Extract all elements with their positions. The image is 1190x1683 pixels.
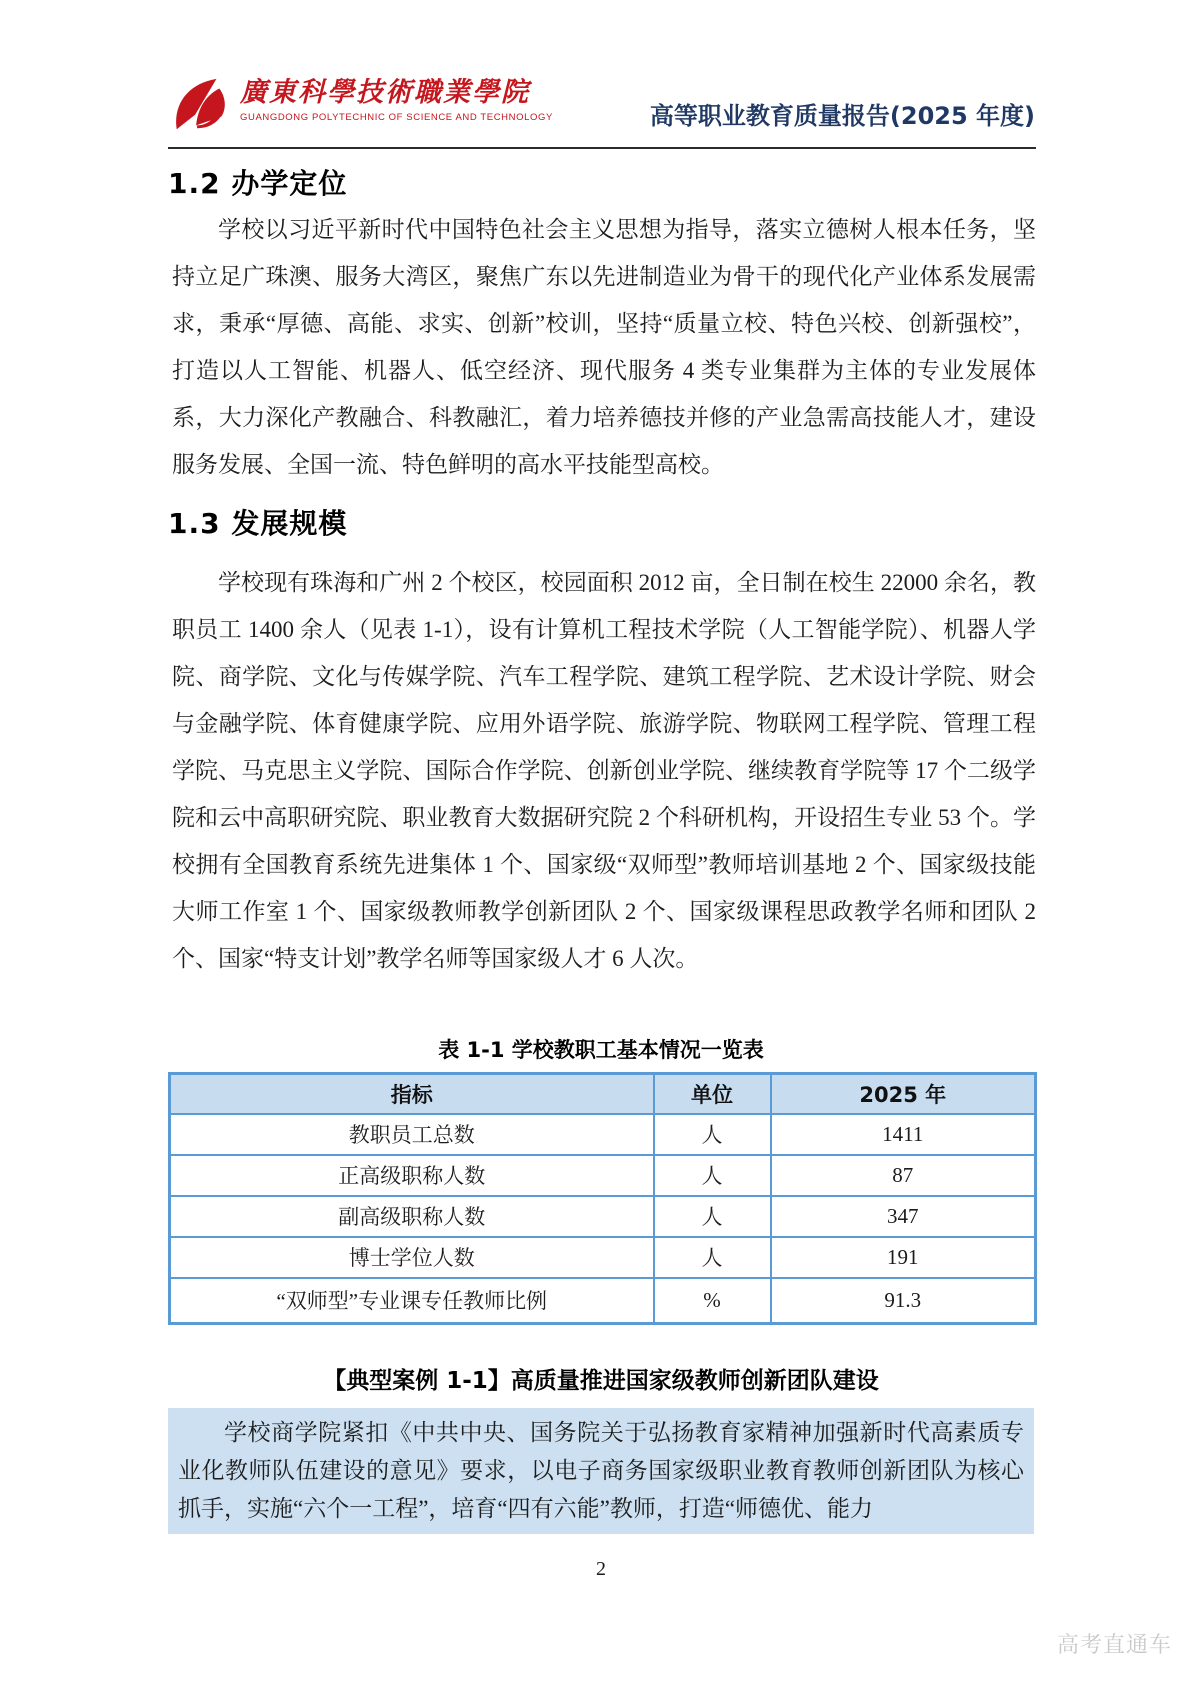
- row-unit: 人: [654, 1155, 771, 1196]
- row-unit: 人: [654, 1114, 771, 1155]
- row-unit: 人: [654, 1237, 771, 1278]
- table-caption: 表 1-1 学校教职工基本情况一览表: [438, 1038, 764, 1062]
- section-1-2-paragraph: 学校以习近平新时代中国特色社会主义思想为指导，落实立德树人根本任务，坚持立足广珠澳、服务大湾区，聚焦广东以先进制造业为骨干的现代化产业体系发展需求，秉承“厚德、高能、求实、创新”校训，坚持“质量立校、特色兴校、创新强校”，打造以人工智能、机器人、低空经济、现代服务 4 类专业集群为主体的专业发展体系，大力深化产教融合、科教融汇，着力培养德技并修的产业急需高技能人才，建设服务发展、全国一流、特色鲜明的高水平技能型高校。: [172, 217, 1036, 477]
- table-row: [170, 1278, 1036, 1324]
- page-number: 2: [596, 1558, 606, 1580]
- section-heading-1-3: 1.3 发展规模: [168, 507, 348, 540]
- row-indicator: 教职员工总数: [170, 1114, 654, 1155]
- row-value: 1411: [771, 1114, 1036, 1155]
- watermark-text: 高考直通车: [1056, 1633, 1172, 1658]
- staff-stats-table: [168, 1072, 1037, 1325]
- school-name-chinese: 廣東科學技術職業學院: [240, 77, 530, 108]
- section-1-3-paragraph: 学校现有珠海和广州 2 个校区，校园面积 2012 亩，全日制在校生 22000 余名，教职员工 1400 余人（见表 1-1），设有计算机工程技术学院（人工智能学院）、机器人学院、商学院、文化与传媒学院、汽车工程学院、建筑工程学院、艺术设计学院、财会与金融学院、体育健康学院、应用外语学院、旅游学院、物联网工程学院、管理工程学院、马克思主义学院、国际合作学院、创新创业学院、继续教育学院等 17 个二级学院和云中高职研究院、职业教育大数据研究院 2 个科研机构，开设招生专业 53 个。学校拥有全国教育系统先进集体 1 个、国家级“双师型”教师培训基地 2 个、国家级技能大师工作室 1 个、国家级教师教学创新团队 2 个、国家级课程思政教学名师和团队 2 个、国家“特支计划”教学名师等国家级人才 6 人次。: [172, 570, 1037, 971]
- table-header-indicator: 指标: [170, 1074, 654, 1114]
- table-row: [170, 1196, 1036, 1237]
- row-value: 191: [771, 1237, 1036, 1278]
- row-unit: 人: [654, 1196, 771, 1237]
- table-row: [170, 1237, 1036, 1278]
- row-indicator: “双师型”专业课专任教师比例: [170, 1278, 654, 1324]
- row-indicator: 副高级职称人数: [170, 1196, 654, 1237]
- case-study-highlighted-paragraph: 学校商学院紧扣《中共中央、国务院关于弘扬教育家精神加强新时代高素质专业化教师队伍建设的意见》要求，以电子商务国家级职业教育教师创新团队为核心抓手，实施“六个一工程”，培育“四有六能”教师，打造“师德优、能力: [168, 1408, 1034, 1534]
- table-header-row: [170, 1074, 1036, 1114]
- report-title: 高等职业教育质量报告(2025 年度): [649, 102, 1035, 130]
- school-logo-mark-icon: [168, 74, 230, 136]
- row-value: 91.3: [771, 1278, 1036, 1324]
- table-header-year: 2025 年: [771, 1074, 1036, 1114]
- school-name-english: GUANGDONG POLYTECHNIC OF SCIENCE AND TECHNOLOGY: [240, 112, 553, 123]
- table-row: [170, 1114, 1036, 1155]
- school-logo-text: [240, 78, 553, 123]
- table-row: [170, 1155, 1036, 1196]
- row-value: 347: [771, 1196, 1036, 1237]
- case-study-heading: 【典型案例 1-1】高质量推进国家级教师创新团队建设: [323, 1368, 879, 1394]
- header-divider: [168, 147, 1036, 149]
- row-indicator: 正高级职称人数: [170, 1155, 654, 1196]
- section-heading-1-2: 1.2 办学定位: [168, 167, 348, 200]
- school-logo: [168, 74, 553, 136]
- table-header-unit: 单位: [654, 1074, 771, 1114]
- row-value: 87: [771, 1155, 1036, 1196]
- row-unit: %: [654, 1278, 771, 1324]
- row-indicator: 博士学位人数: [170, 1237, 654, 1278]
